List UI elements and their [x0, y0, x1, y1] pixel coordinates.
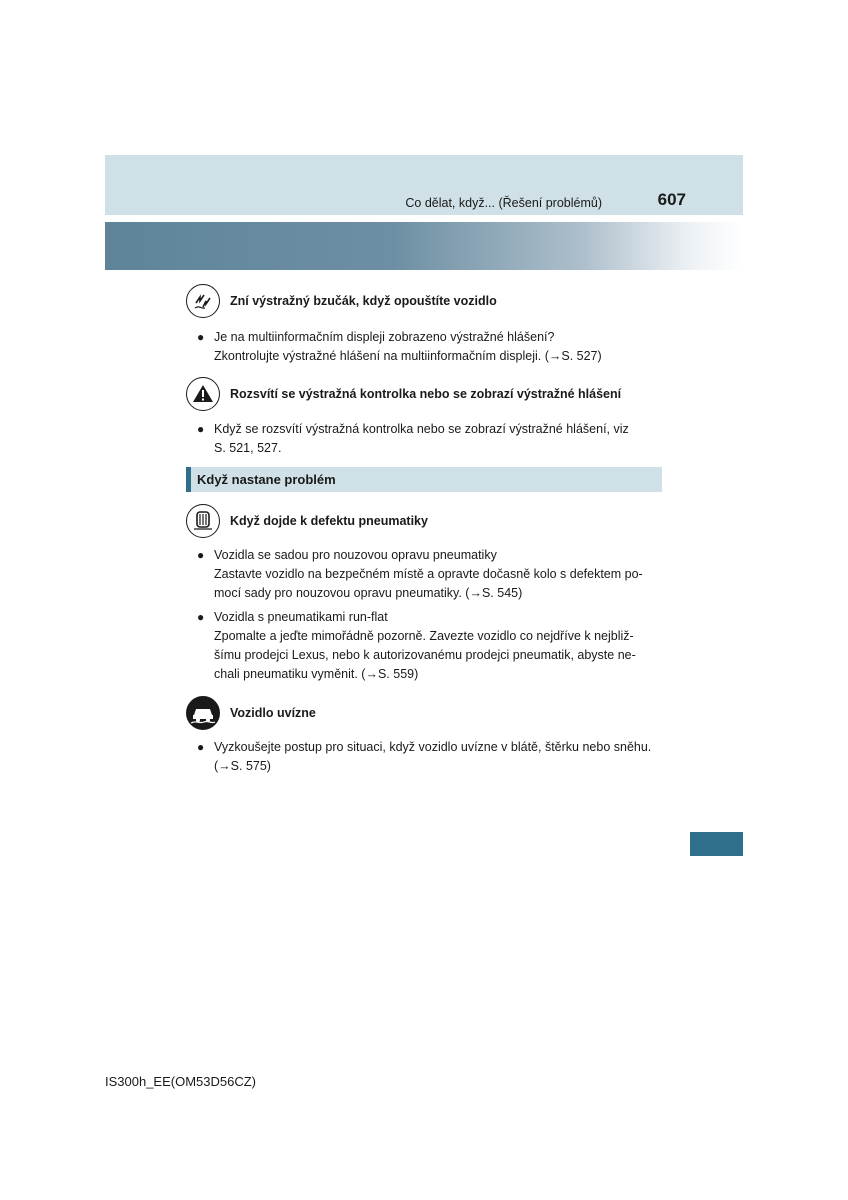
flat-tire-icon: [186, 504, 220, 538]
bullet-line: Zpomalte a jeďte mimořádně pozorně. Zavezte vozidlo co nejdříve k nejbliž-: [214, 629, 634, 643]
section-bar-heading: Když nastane problém: [186, 467, 662, 492]
list-item: [197, 328, 667, 366]
footer-model-code: IS300h_EE(OM53D56CZ): [105, 1074, 257, 1089]
list-item: [197, 420, 667, 458]
bullet-line: šímu prodejci Lexus, nebo k autorizovanému prodejci pneumatik, abyste ne-: [214, 648, 636, 662]
section-title: Zní výstražný bzučák, když opouštíte vozidlo: [230, 294, 497, 308]
bullet-icon: ●: [197, 330, 205, 344]
bullet-icon: ●: [197, 610, 205, 624]
list-item: [197, 608, 667, 684]
chapter-tab: [690, 832, 743, 856]
bullet-line: Vozidla s pneumatikami run-flat: [214, 610, 388, 624]
section-title: Když dojde k defektu pneumatiky: [230, 514, 428, 528]
bullet-line: Zastavte vozidlo na bezpečném místě a opravte dočasně kolo s defektem po-: [214, 567, 643, 581]
bullet-icon: ●: [197, 548, 205, 562]
bullet-line: (→S. 575): [214, 759, 271, 773]
running-header-title: Co dělat, když... (Řešení problémů): [405, 196, 602, 210]
bullet-line: Vozidla se sadou pro nouzovou opravu pneumatiky: [214, 548, 497, 562]
section-warning: [186, 379, 660, 409]
header-gradient-bar: [105, 222, 743, 270]
section-stuck-car: [186, 698, 660, 728]
bullet-line: Je na multiinformačním displeji zobrazeno výstražné hlášení?: [214, 330, 555, 344]
bullet-line: mocí sady pro nouzovou opravu pneumatiky. (→S. 545): [214, 586, 523, 600]
bullet-line: Zkontrolujte výstražné hlášení na multiinformačním displeji. (→S. 527): [214, 349, 602, 363]
bullet-line: S. 521, 527.: [214, 441, 282, 455]
section-flat-tire: [186, 506, 660, 536]
section-title: Rozsvítí se výstražná kontrolka nebo se zobrazí výstražné hlášení: [230, 387, 622, 401]
warning-icon: [186, 377, 220, 411]
bullet-line: Když se rozsvítí výstražná kontrolka nebo se zobrazí výstražné hlášení, viz: [214, 422, 629, 436]
page-number: 607: [657, 190, 686, 209]
section-buzzer: [186, 286, 660, 316]
bullet-icon: ●: [197, 422, 205, 436]
list-item: [197, 738, 667, 776]
stuck-car-icon: [186, 696, 220, 730]
bullet-line: chali pneumatiku vyměnit. (→S. 559): [214, 667, 419, 681]
buzzer-icon: [186, 284, 220, 318]
list-item: [197, 546, 667, 603]
bullet-icon: ●: [197, 740, 205, 754]
bullet-line: Vyzkoušejte postup pro situaci, když vozidlo uvízne v blátě, štěrku nebo sněhu.: [214, 740, 652, 754]
section-title: Vozidlo uvízne: [230, 706, 316, 720]
